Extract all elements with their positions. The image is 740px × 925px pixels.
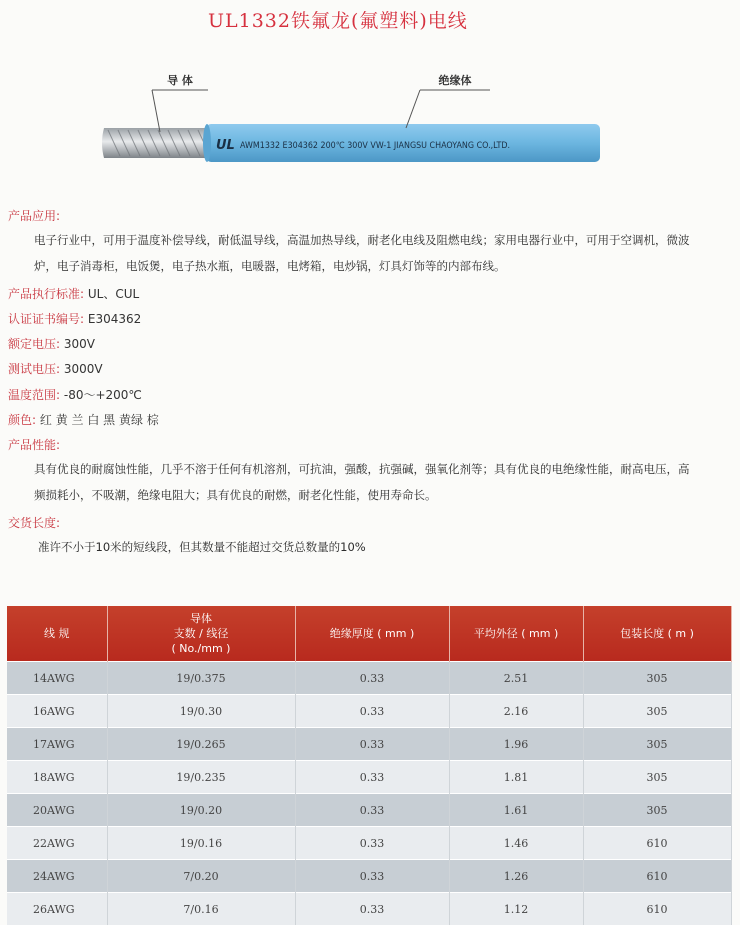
cable-print-text: AWM1332 E304362 200℃ 300V VW-1 JIANGSU CHAOYANG CO.,LTD. <box>240 141 510 151</box>
temperature-value: -80～+200℃ <box>64 388 142 402</box>
table-row <box>7 860 731 893</box>
cell-diameter: 2.16 <box>449 695 583 728</box>
table-row <box>7 893 731 925</box>
spec-table <box>7 606 732 925</box>
header-conductor-line2: 支数 / 线径 <box>109 626 294 641</box>
cell-diameter: 1.61 <box>449 794 583 827</box>
cell-gauge: 24AWG <box>7 860 107 893</box>
application-text-line1: 电子行业中，可用于温度补偿导线，耐低温导线，高温加热导线，耐老化电线及阻燃电线；家用电器行业中，可用于空调机，微波 <box>34 227 690 253</box>
cell-package: 305 <box>583 695 731 728</box>
header-gauge: 线 规 <box>7 606 107 662</box>
cell-insulation: 0.33 <box>295 695 449 728</box>
standard-value: UL、CUL <box>88 287 139 301</box>
cell-gauge: 26AWG <box>7 893 107 925</box>
cell-conductor: 19/0.265 <box>107 728 295 761</box>
cell-gauge: 14AWG <box>7 662 107 695</box>
cell-conductor: 7/0.16 <box>107 893 295 925</box>
header-package: 包装长度 ( m ) <box>583 606 731 662</box>
standard-label: 产品执行标准: <box>8 287 84 301</box>
table-row <box>7 761 731 794</box>
cell-diameter: 1.12 <box>449 893 583 925</box>
delivery-text: 准许不小于10米的短线段，但其数量不能超过交货总数量的10% <box>38 534 366 560</box>
application-text-line2: 炉，电子消毒柜，电饭煲，电子热水瓶，电暖器，电烤箱，电炒锅，灯具灯饰等的内部布线。 <box>34 253 506 279</box>
test-voltage-value: 3000V <box>64 362 103 376</box>
cell-insulation: 0.33 <box>295 893 449 925</box>
cell-diameter: 1.26 <box>449 860 583 893</box>
cell-package: 610 <box>583 893 731 925</box>
table-row <box>7 695 731 728</box>
rated-voltage-value: 300V <box>64 337 95 351</box>
header-conductor-line3: ( No./mm ) <box>109 641 294 656</box>
test-voltage-label: 测试电压: <box>8 362 60 376</box>
table-row <box>7 827 731 860</box>
cert-label: 认证证书编号: <box>8 312 84 326</box>
cell-insulation: 0.33 <box>295 794 449 827</box>
cell-conductor: 19/0.30 <box>107 695 295 728</box>
cell-insulation: 0.33 <box>295 761 449 794</box>
table-row <box>7 794 731 827</box>
cell-diameter: 1.81 <box>449 761 583 794</box>
header-diameter: 平均外径 ( mm ) <box>449 606 583 662</box>
delivery-label: 交货长度: <box>8 514 60 531</box>
cell-gauge: 18AWG <box>7 761 107 794</box>
performance-label: 产品性能: <box>8 436 60 453</box>
rated-voltage-row <box>8 335 95 352</box>
cell-package: 610 <box>583 827 731 860</box>
header-insulation: 绝缘厚度 ( mm ) <box>295 606 449 662</box>
cell-gauge: 16AWG <box>7 695 107 728</box>
rated-voltage-label: 额定电压: <box>8 337 60 351</box>
temperature-row <box>8 386 142 403</box>
standard-row <box>8 285 139 302</box>
cell-conductor: 19/0.16 <box>107 827 295 860</box>
table-header-row <box>7 606 731 662</box>
cell-conductor: 19/0.20 <box>107 794 295 827</box>
color-label: 颜色: <box>8 413 36 427</box>
conductor-strands <box>102 128 210 158</box>
cell-insulation: 0.33 <box>295 662 449 695</box>
temperature-label: 温度范围: <box>8 388 60 402</box>
cell-diameter: 1.96 <box>449 728 583 761</box>
color-row <box>8 411 159 428</box>
cell-package: 305 <box>583 794 731 827</box>
cell-package: 610 <box>583 860 731 893</box>
header-conductor-line1: 导体 <box>109 611 294 626</box>
performance-text-line2: 频损耗小，不吸潮，绝缘电阻大；具有优良的耐燃，耐老化性能，使用寿命长。 <box>34 482 437 508</box>
color-value: 红 黄 兰 白 黑 黄绿 棕 <box>40 413 159 427</box>
header-conductor <box>107 606 295 662</box>
cell-gauge: 20AWG <box>7 794 107 827</box>
application-label: 产品应用: <box>8 207 60 224</box>
conductor-callout: 导 体 <box>167 73 193 87</box>
cell-conductor: 19/0.235 <box>107 761 295 794</box>
ul-mark-logo: UL <box>216 138 235 153</box>
cell-gauge: 17AWG <box>7 728 107 761</box>
cell-gauge: 22AWG <box>7 827 107 860</box>
cell-conductor: 7/0.20 <box>107 860 295 893</box>
cell-diameter: 1.46 <box>449 827 583 860</box>
cell-insulation: 0.33 <box>295 827 449 860</box>
page-title: UL1332铁氟龙(氟塑料)电线 <box>208 6 468 33</box>
performance-text-line1: 具有优良的耐腐蚀性能，几乎不溶于任何有机溶剂，可抗油，强酸，抗强碱，强氧化剂等；具有优良的电绝缘性能，耐高电压，高 <box>34 456 690 482</box>
cable-diagram <box>90 70 610 180</box>
cert-row <box>8 310 141 327</box>
cell-package: 305 <box>583 662 731 695</box>
cell-diameter: 2.51 <box>449 662 583 695</box>
cell-package: 305 <box>583 761 731 794</box>
cell-insulation: 0.33 <box>295 728 449 761</box>
cell-insulation: 0.33 <box>295 860 449 893</box>
table-row <box>7 662 731 695</box>
cell-package: 305 <box>583 728 731 761</box>
test-voltage-row <box>8 360 103 377</box>
insulation-callout: 绝缘体 <box>439 73 472 87</box>
table-row <box>7 728 731 761</box>
cert-value: E304362 <box>88 312 141 326</box>
cell-conductor: 19/0.375 <box>107 662 295 695</box>
